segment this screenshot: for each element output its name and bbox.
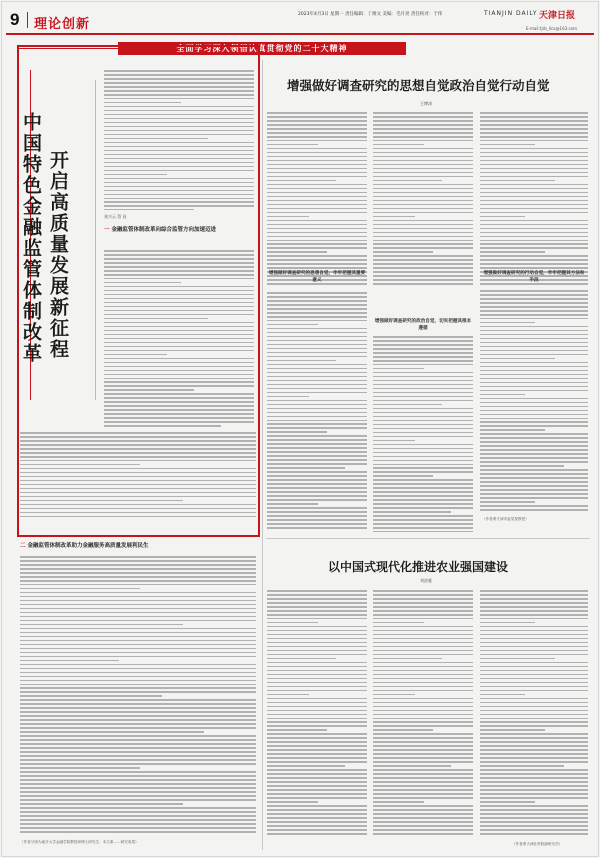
- article-title-line1: 开启高质量发展新征程: [47, 150, 69, 360]
- header-email: E-mail:tjrb_llcx@163.com: [526, 26, 577, 31]
- ra1-quote-2: 增强做好调查研究的政治自觉，切实把握其根本遵循: [374, 319, 472, 331]
- subhead-text: 金融监管体制改革向综合监管方向加速迈进: [111, 227, 216, 233]
- newspaper-logo: 天津日报: [539, 11, 576, 21]
- left-footnote: （作者分别为南开大学金融学院教授和博士研究生；本文系……研究成果）: [20, 840, 139, 844]
- page-frame: [1, 1, 599, 857]
- right-article1-title: 增强做好调查研究的思想自觉政治自觉行动自觉: [287, 78, 550, 93]
- header-meta: 2023年4月3日 星期一 责任编辑：丁俊文 美编：毛月亮 责任校对：于伟: [298, 12, 443, 17]
- right-article2-title: 以中国式现代化推进农业强国建设: [328, 560, 509, 574]
- ra2-footnote: （作者系天津社科院副研究员）: [512, 842, 563, 846]
- subhead-text: 金融监管体制改革助力金融服务高质量发展利民生: [27, 543, 149, 549]
- ra1-quote-1: 增强做好调查研究的思想自觉，牢牢把握其重要意义: [268, 271, 366, 283]
- subhead-marker: 一: [104, 227, 110, 233]
- page-number: 9: [10, 10, 20, 29]
- article-author: 张兴云 蔡 昌: [104, 214, 127, 219]
- section-title: 理论创新: [34, 17, 91, 32]
- article-title-line2: 中国特色金融监管体制改革: [20, 112, 42, 364]
- ra1-quote-3: 增强做好调查研究的行动自觉，牢牢把握其方法和手段: [483, 271, 585, 283]
- topic-banner: 全面学习深入领悟认真贯彻党的二十大精神: [118, 42, 406, 55]
- right-article2-author: 刘济慈: [420, 578, 432, 583]
- right-article1-author: 王博涛: [420, 101, 432, 106]
- ra1-footnote: （作者系天津市委党校教授）: [482, 517, 529, 521]
- subhead-marker: 二: [20, 543, 26, 549]
- brand-english: TIANJIN DAILY: [484, 10, 538, 17]
